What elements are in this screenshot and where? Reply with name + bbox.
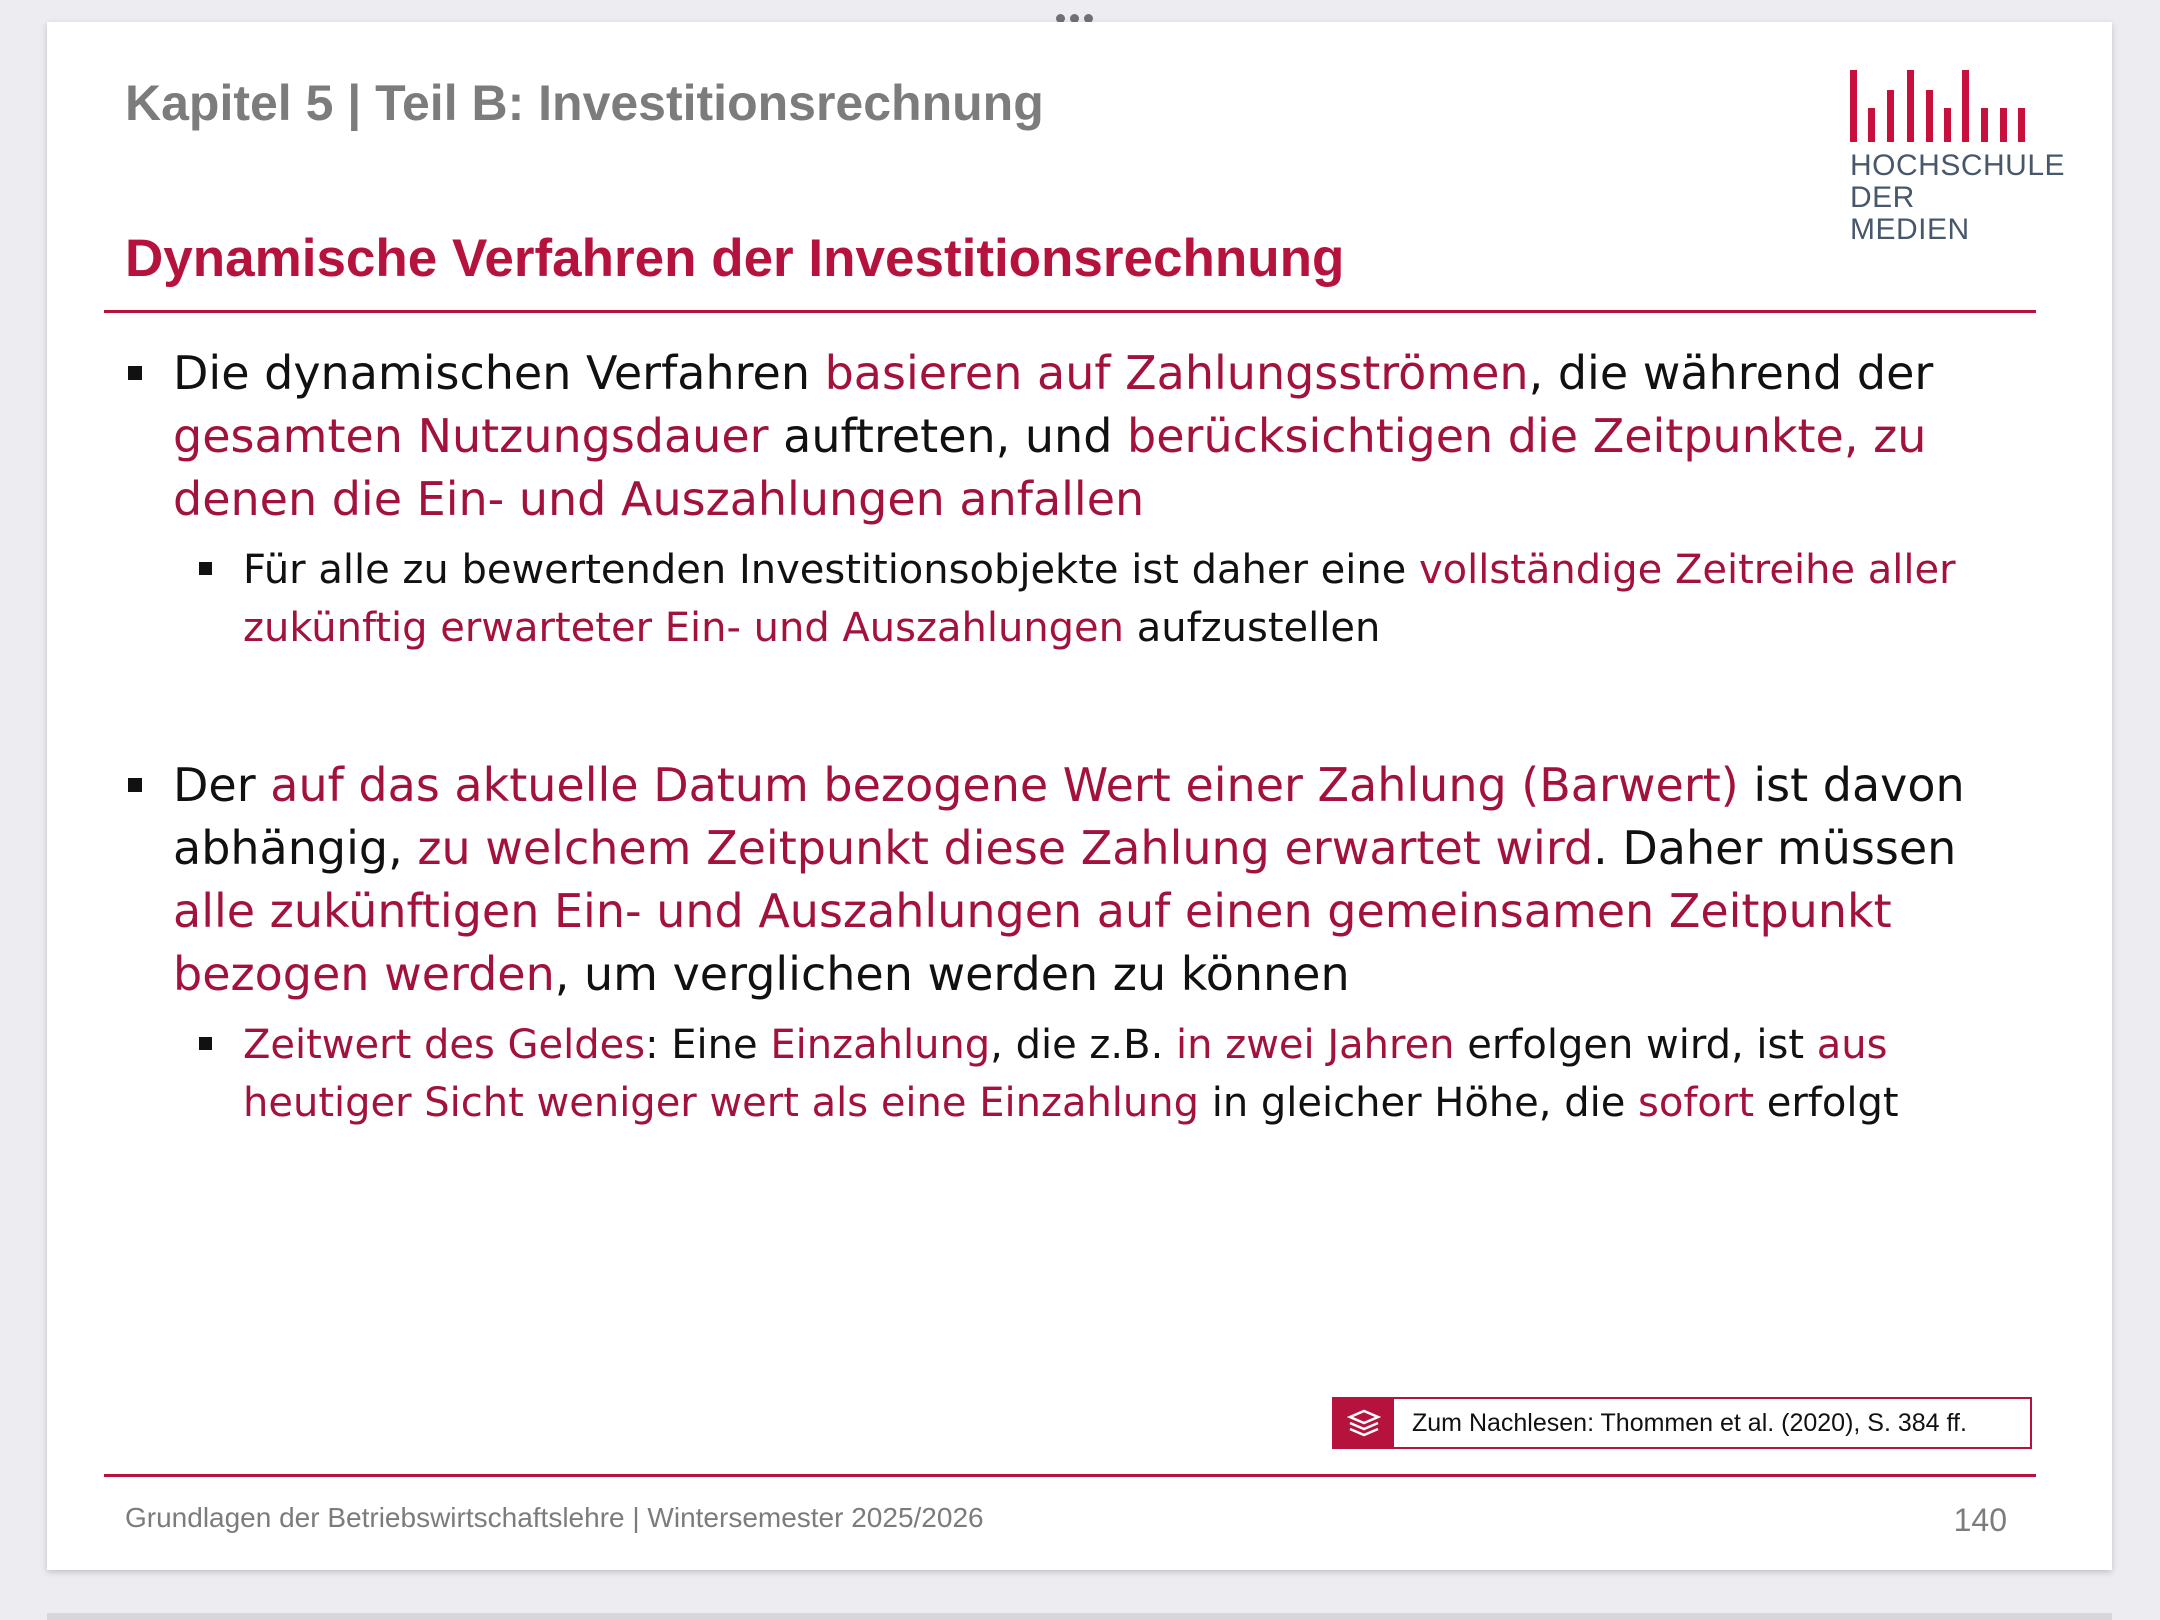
- reference-text: Zum Nachlesen: Thommen et al. (2020), S. 384 ff.: [1412, 1408, 1967, 1437]
- logo-line-1: HOCHSCHULE: [1850, 149, 2066, 182]
- text-run: in gleicher Höhe, die: [1199, 1080, 1639, 1126]
- highlight-run: vollständige Zeitreihe aller zukünftig erwarteter Ein- und Auszahlungen: [243, 547, 1956, 651]
- highlight-run: Zeitwert des Geldes: [243, 1022, 646, 1068]
- highlight-run: basieren auf Zahlungsströmen: [824, 346, 1529, 400]
- text-run: Die dynamischen Verfahren: [173, 346, 825, 400]
- text-run: , die während der: [1528, 346, 1934, 400]
- bullet-square-icon: [128, 366, 142, 380]
- title-divider: [104, 310, 2036, 313]
- bullet-block-1: [125, 342, 2025, 657]
- footer-divider: [104, 1474, 2036, 1477]
- sub-bullet-item: [125, 1016, 2025, 1132]
- slide: [47, 22, 2112, 1570]
- book-icon: [1334, 1399, 1394, 1447]
- highlight-run: Einzahlung: [770, 1022, 991, 1068]
- logo-line-2: DER MEDIEN: [1850, 181, 1970, 246]
- page-number: 140: [1953, 1502, 2007, 1538]
- bullet-square-icon: [128, 778, 142, 792]
- text-run: Für alle zu bewertenden Investitionsobjekte ist daher eine: [243, 547, 1419, 593]
- text-run: erfolgt: [1754, 1080, 1899, 1126]
- text-run: Der: [173, 758, 271, 812]
- text-run: auftreten, und: [768, 409, 1128, 463]
- highlight-run: aus heutiger Sicht weniger wert als eine Einzahlung: [243, 1022, 1888, 1126]
- bullet-square-icon: [199, 1037, 212, 1050]
- sub-bullet-item: [125, 541, 2025, 657]
- text-run: ist davon abhängig,: [173, 758, 1965, 875]
- text-run: : Eine: [645, 1022, 771, 1068]
- highlight-run: auf das aktuelle Datum bezogene Wert einer Zahlung (Barwert): [270, 758, 1739, 812]
- reference-box: [1332, 1397, 2032, 1449]
- text-run: erfolgen wird, ist: [1454, 1022, 1817, 1068]
- bullet-item: [125, 342, 2025, 531]
- footer-course: Grundlagen der Betriebswirtschaftslehre | Wintersemester 2025/2026: [125, 1502, 984, 1533]
- text-run: aufzustellen: [1124, 605, 1381, 651]
- highlight-run: gesamten Nutzungsdauer: [173, 409, 769, 463]
- slide-title: Dynamische Verfahren der Investitionsrechnung: [125, 229, 1345, 288]
- text-run: . Daher müssen: [1593, 821, 1957, 875]
- highlight-run: berücksichtigen die Zeitpunkte, zu denen die Ein- und Auszahlungen anfallen: [173, 409, 1927, 526]
- bullet-square-icon: [199, 562, 212, 575]
- highlight-run: sofort: [1638, 1080, 1755, 1126]
- university-logo: [1850, 70, 2066, 246]
- highlight-run: in zwei Jahren: [1176, 1022, 1455, 1068]
- next-slide-edge: [47, 1613, 2112, 1620]
- bullet-block-2: [125, 754, 2025, 1132]
- bullet-item: [125, 754, 2025, 1006]
- text-run: , um verglichen werden zu können: [554, 947, 1350, 1001]
- chapter-heading: Kapitel 5 | Teil B: Investitionsrechnung: [125, 75, 1044, 131]
- logo-bars-icon: [1850, 70, 2026, 142]
- highlight-run: alle zukünftigen Ein- und Auszahlungen auf einen gemeinsamen Zeitpunkt bezogen werden: [173, 884, 1892, 1001]
- highlight-run: zu welchem Zeitpunkt diese Zahlung erwartet wird: [417, 821, 1594, 875]
- text-run: , die z.B.: [990, 1022, 1177, 1068]
